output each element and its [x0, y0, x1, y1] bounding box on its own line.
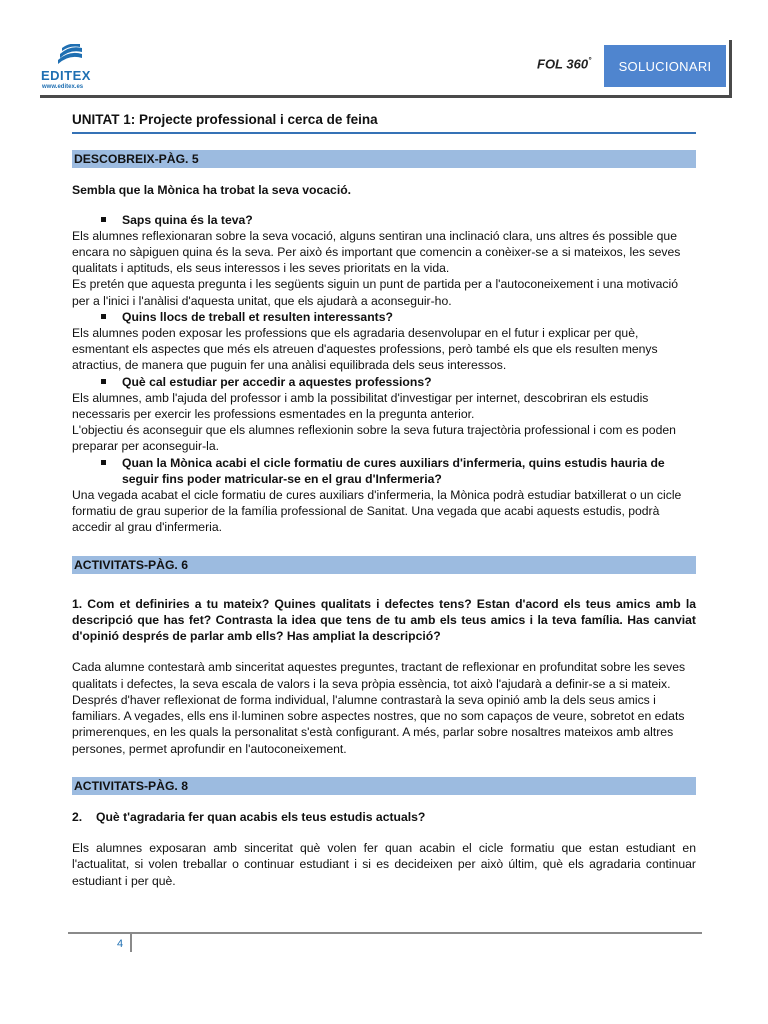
answer-paragraph: Es pretén que aquesta pregunta i les següents siguin un punt de partida per a l'autoconeixement i una motivació per a l'inici i l'anàlisi d'aquesta unitat, que els ajudarà a aconseguir-ho.: [72, 277, 679, 308]
solucionari-badge: SOLUCIONARI: [604, 45, 726, 87]
answer-paragraph: Una vegada acabat el cicle formatiu de cures auxiliars d'infermeria, la Mònica podrà estudiar batxillerat o un cicle formatiu de grau superior de la família professional de Sanitat. Una vegada que acabi aquests estudis, podrà accedir al grau d'infermeria.: [72, 488, 682, 535]
product-title: FOL 360: [537, 56, 589, 72]
section-header-activitats-6: ACTIVITATS-PÀG. 6: [72, 556, 696, 574]
answer-paragraph: Després d'haver reflexionat de forma individual, l'alumne contrastarà la seva opinió amb la dels seus amics i familiars. A vegades, ells ens il·luminen sobre aspectes nostres, que no som capaços de veure, sobretot en edats primerenques, en les quals la personalitat s'està configurant. A més, parlar sobre nosaltres mateixos amb altres persones, permet aprofundir en l'autoconeixement.: [72, 692, 685, 756]
bullet-question: Quan la Mònica acabi el cicle formatiu de cures auxiliars d'infermeria, quins estudis hauria de seguir fins poder matricular-se en el grau d'Infermeria?: [72, 455, 696, 487]
activity-question: [72, 809, 696, 825]
document-body: [72, 112, 696, 889]
section-lead: Sembla que la Mònica ha trobat la seva vocació.: [72, 183, 352, 198]
page-header: [40, 40, 732, 98]
logo-text: EDITEX: [41, 68, 91, 83]
answer-paragraph: Els alumnes reflexionaran sobre la seva vocació, alguns sentiran una inclinació clara, uns altres és possible que encara no sàpiguen quina és la seva. Per això és important que comencin a conèixer-se a si mateixos, les seves qualitats i aptituds, els seus interessos i les seves prioritats en la vida.: [72, 228, 681, 276]
answer-paragraph: Cada alumne contestarà amb sinceritat aquestes preguntes, tractant de reflexionar en profunditat sobre les seves qualitats i defectes, la seva escala de valors i la seva pròpia essència, tot això l'ajudarà a definir-se a si mateix.: [72, 660, 686, 691]
answer-paragraph: Els alumnes exposaran amb sinceritat què volen fer quan acabin el cicle formatiu que estan estudiant en l'actualitat, si volen treballar o continuar estudiant i si es decideixen per això últim, què els agradaria continuar estudiant i per què.: [72, 841, 696, 888]
editex-logo-icon: [54, 44, 84, 66]
answer-paragraph: Els alumnes poden exposar les professions que els agradaria desenvolupar en el futur i explicar per què, esmentant els aspectes que més els atreuen d'aquestes professions, però també els que els resulten menys atractius, de manera que puguin fer una anàlisi equilibrada dels seus interessos.: [72, 326, 658, 373]
footer-divider: [68, 932, 702, 934]
question-number: 2.: [72, 809, 83, 824]
answer-paragraph: L'objectiu és aconseguir que els alumnes reflexionin sobre la seva futura trajectòria professional i com es poden preparar per aconseguir-la.: [72, 423, 676, 454]
activity-question: 1. Com et definiries a tu mateix? Quines qualitats i defectes tens? Estan d'acord els teus amics amb la descripció que has fet? Contrasta la idea que tens de tu amb els teus amics i la teva família. Has canviat d'opinió després de parlar amb ells? Has ampliat la descripció?: [72, 596, 696, 644]
question-text: Què t'agradaria fer quan acabis els teus estudis actuals?: [96, 809, 426, 824]
logo-url: www.editex.es: [42, 84, 84, 90]
product-sup: °: [588, 56, 592, 65]
bullet-question: Què cal estudiar per accedir a aquestes professions?: [72, 374, 696, 390]
unit-title: UNITAT 1: Projecte professional i cerca de feina: [72, 112, 696, 134]
answer-paragraph: Els alumnes, amb l'ajuda del professor i amb la possibilitat d'investigar per internet, descobriran els estudis necessaris per exercir les professions esmentades en la pregunta anterior.: [72, 390, 649, 422]
page-number: 4: [117, 938, 124, 950]
bullet-question: Quins llocs de treball et resulten interessants?: [72, 309, 696, 325]
product-name: [537, 56, 591, 71]
editex-logo: [40, 44, 100, 94]
bullet-question: Saps quina és la teva?: [72, 212, 696, 228]
section-header-descobreix: DESCOBREIX-PÀG. 5: [72, 150, 696, 168]
section-header-activitats-8: ACTIVITATS-PÀG. 8: [72, 777, 696, 795]
footer-tick: [130, 934, 132, 952]
